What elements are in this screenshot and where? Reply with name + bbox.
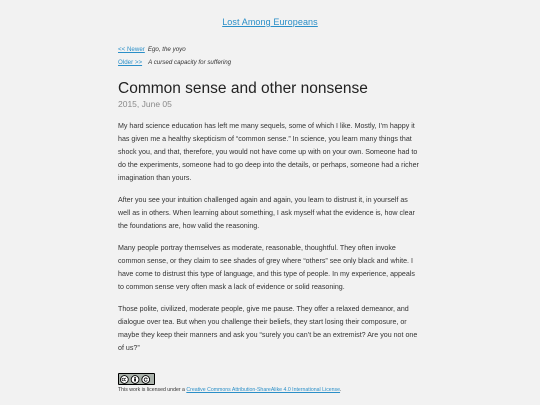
cc-badge-icons xyxy=(120,375,153,384)
license-text xyxy=(118,387,341,394)
post-content xyxy=(118,120,422,364)
sa-icon xyxy=(142,375,150,383)
by-icon xyxy=(131,375,139,383)
paragraph: After you see your intuition challenged again and again, you learn to distrust it, in yourself as well as in others. When learning about something, I ask myself what the evidence is, how clear the foundations are, how valid the reasoning. xyxy=(118,196,415,230)
older-post-title: A cursed capacity for suffering xyxy=(148,59,232,66)
post-date: 2015, June 05 xyxy=(118,99,172,109)
nav-newer xyxy=(118,46,186,54)
paragraph: My hard science education has left me many sequels, some of which I like. Mostly, I’m happy it has given me a healthy skepticism of “common sense.” In science, you learn many things that shock you, and that, therefore, you would not have come up with on your own. Someone had to do the experiments, someone had to go deep into the details, or perhaps, someone had a richer imagination than yours. xyxy=(118,122,419,182)
newer-link[interactable]: << Newer xyxy=(118,46,145,53)
newer-post-title: Ego, the yoyo xyxy=(147,46,186,53)
post-title: Common sense and other nonsense xyxy=(118,80,368,97)
license-link[interactable]: Creative Commons Attribution-ShareAlike 4.0 International License xyxy=(186,387,341,393)
cc-license-badge[interactable] xyxy=(118,373,155,385)
site-header xyxy=(0,16,540,28)
license-suffix: . xyxy=(340,387,342,393)
site-title-link[interactable]: Lost Among Europeans xyxy=(222,17,318,27)
license-prefix: This work is licensed under a xyxy=(118,387,187,393)
cc-icon xyxy=(120,375,128,383)
paragraph: Many people portray themselves as moderate, reasonable, thoughtful. They often invoke common sense, or they claim to see shades of grey where “others” see only black and white. I have come to distrust this type of language, and this type of people. In my experience, appeals to common sense very often mask a lack of evidence or solid reasoning. xyxy=(118,244,415,291)
nav-older xyxy=(118,59,231,67)
paragraph: Those polite, civilized, moderate people, give me pause. They offer a relaxed demeanor, and dialogue over tea. But when you challenge their beliefs, they start losing their composure, or maybe they keep their manners and ask you “surely you can’t be an extremist? Are you not one of us?” xyxy=(118,305,418,352)
older-link[interactable]: Older >> xyxy=(118,59,143,66)
license-block xyxy=(118,373,342,393)
